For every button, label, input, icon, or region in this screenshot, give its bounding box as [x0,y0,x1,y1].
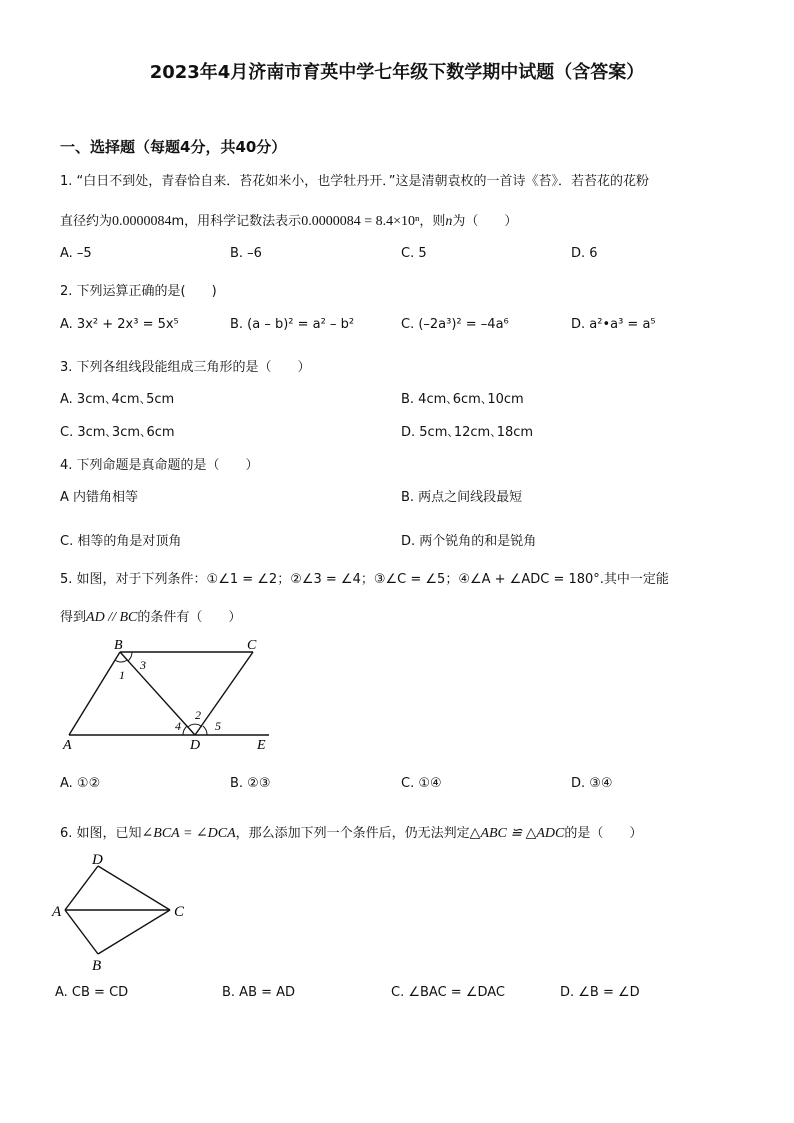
section-heading-choice: 一、选择题（每题4分，共40分） [60,138,287,156]
q6-option-d[interactable]: D. ∠B = ∠D [560,985,640,1000]
q5-text-a: 得到 [60,610,87,625]
q6-given: ∠BCA = ∠DCA [141,826,236,841]
q1-option-b[interactable]: B. –6 [230,246,262,261]
q5-line-cd [195,652,253,735]
q5-arc-4 [183,726,187,735]
q5-stem-line1: 5. 如图，对于下列条件：①∠1 = ∠2；②∠3 = ∠4；③∠C = ∠5；④∠A + ∠ADC = 180°.其中一定能 [60,572,669,587]
q5-label-a: A [63,738,72,753]
q2-option-a[interactable]: A. 3x² + 2x³ = 5x⁵ [60,317,179,332]
q6-option-b[interactable]: B. AB = AD [222,985,296,1000]
q6-label-a: A [52,904,62,920]
q4-option-c[interactable]: C. 相等的角是对顶角 [60,534,182,549]
q3-option-a[interactable]: A. 3cm､4cm､5cm [60,392,175,407]
q6-label-d: D [92,852,103,868]
q6-figure [50,850,200,975]
q6-option-c[interactable]: C. ∠BAC = ∠DAC [391,985,505,1000]
q6-option-a[interactable]: A. CB = CD [55,985,129,1000]
q3-option-c[interactable]: C. 3cm､3cm､6cm [60,425,175,440]
q3-option-d[interactable]: D. 5cm､12cm､18cm [401,425,534,440]
q5-label-3: 3 [140,658,146,672]
q6-line-dc [98,866,170,910]
q1-variable: n [445,214,453,229]
q6-congruence: △ABC ≌ △ADC [469,826,565,841]
q6-line-ad [65,866,98,910]
q3-stem: 3. 下列各组线段能组成三角形的是（ ） [60,360,311,375]
page-title: 2023年4月济南市育英中学七年级下数学期中试题（含答案） [149,62,645,83]
q6-label-c: C [174,904,185,920]
q5-option-b[interactable]: B. ②③ [230,776,271,791]
q5-arc-2 [188,724,202,727]
q1-stem-line2 [60,210,517,230]
q6-line-ab [65,910,98,954]
q5-label-e: E [257,738,266,753]
q4-option-d[interactable]: D. 两个锐角的和是锐角 [401,534,537,549]
q1-option-d[interactable]: D. 6 [571,246,598,261]
q1-value: 0.0000084 [112,214,172,229]
q6-label-b: B [92,958,102,974]
q6-stem [60,822,642,842]
q2-stem: 2. 下列运算正确的是( ) [60,284,217,299]
q5-label-1: 1 [119,668,125,682]
q6-text-e: 的是（ ） [564,826,643,841]
q2-option-b[interactable]: B. (a – b)² = a² – b² [230,317,355,332]
q1-text-g: 为（ ） [452,214,518,229]
q1-text-a: 直径约为 [60,214,113,229]
q4-stem: 4. 下列命题是真命题的是（ ） [60,458,259,473]
q5-label-5: 5 [215,719,221,733]
q5-label-b: B [114,638,123,653]
q4-option-b[interactable]: B. 两点之间线段最短 [401,490,523,505]
q1-equation: 0.0000084 = 8.4×10ⁿ [301,214,420,229]
q5-option-a[interactable]: A. ①② [60,776,101,791]
q6-text-a: 6. 如图，已知 [60,826,142,841]
q5-label-4: 4 [175,719,181,733]
q3-option-b[interactable]: B. 4cm､6cm､10cm [401,392,524,407]
q5-figure [55,636,285,756]
q6-text-c: ，那么添加下列一个条件后，仍无法判定 [235,826,470,841]
q5-line-bd [120,652,195,735]
q5-arc-3 [128,652,132,661]
q1-text-e: ，则 [419,214,446,229]
q5-parallel: AD // BC [86,610,138,625]
q5-label-c: C [247,638,257,653]
q2-option-c[interactable]: C. (–2a³)² = –4a⁶ [401,317,509,332]
q4-option-a[interactable]: A 内错角相等 [60,490,139,505]
q5-option-d[interactable]: D. ③④ [571,776,613,791]
q6-line-bc [98,910,170,954]
q5-option-c[interactable]: C. ①④ [401,776,442,791]
q5-arc-5 [203,726,207,735]
q5-line-ab [69,652,120,735]
q1-option-a[interactable]: A. –5 [60,246,92,261]
q1-option-c[interactable]: C. 5 [401,246,427,261]
q5-label-2: 2 [195,708,201,722]
q5-text-c: 的条件有（ ） [137,610,242,625]
q1-stem-line1: 1. “白日不到处，青春恰自来．苔花如米小，也学牡丹开．”这是清朝袁枚的一首诗《苔》．若苔花的花粉 [60,174,650,189]
q1-text-c: m，用科学记数法表示 [171,214,302,229]
q2-option-d[interactable]: D. a²•a³ = a⁵ [571,317,656,332]
q5-arc-1 [115,660,127,662]
q5-stem-line2 [60,606,241,626]
q5-label-d: D [190,738,201,753]
